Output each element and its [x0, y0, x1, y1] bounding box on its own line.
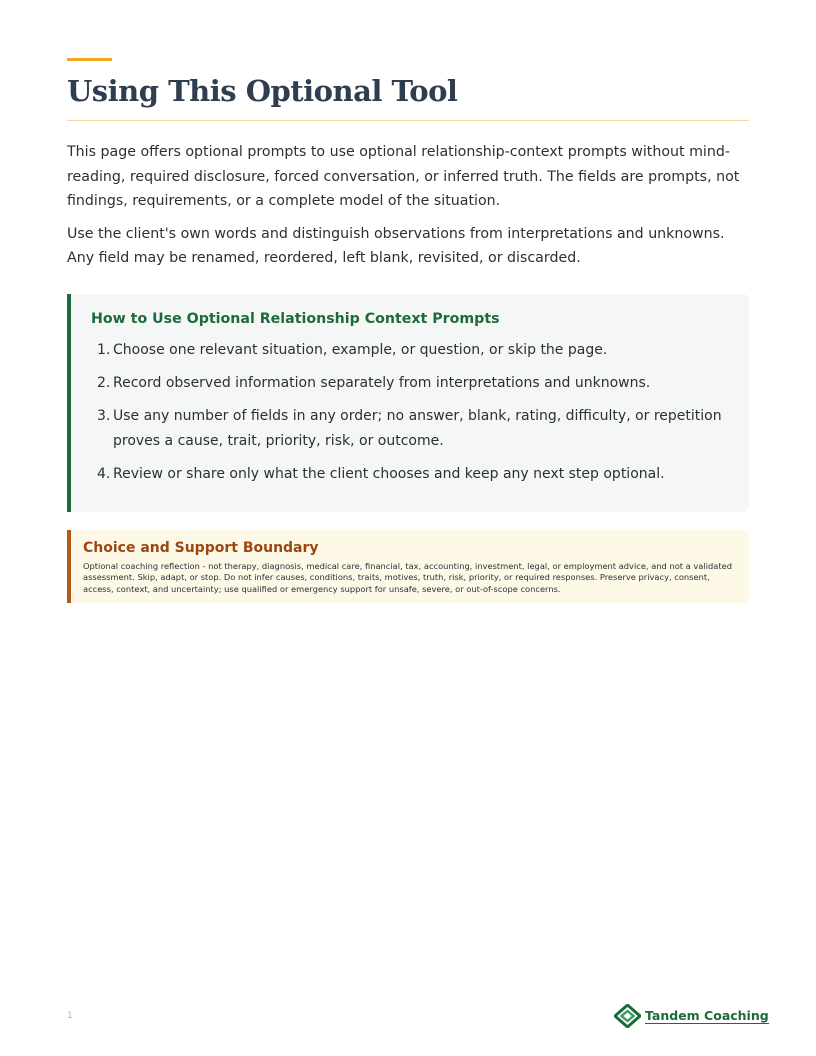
step-item: [97, 338, 733, 363]
step-text: Review or share only what the client chooses and keep any next step optional.: [113, 465, 665, 482]
how-to-callout: [67, 294, 749, 512]
boundary-heading: Choice and Support Boundary: [83, 540, 319, 556]
step-item: [97, 462, 733, 487]
step-number: 1.: [97, 342, 111, 358]
title-divider: [67, 120, 749, 121]
page-title: Using This Optional Tool: [67, 74, 458, 108]
step-text: Choose one relevant situation, example, or question, or skip the page.: [113, 342, 608, 358]
page-number: 1: [67, 1011, 73, 1021]
footer-logo: [614, 1004, 769, 1028]
step-number: 4.: [97, 465, 111, 482]
intro-paragraph: This page offers optional prompts to use optional relationship-context prompts without mind-reading, required disclosure, forced conversation, or inferred truth. The fields are prompts, not findings, requirements, or a complete model of the situation.: [67, 144, 740, 209]
step-number: 2.: [97, 375, 111, 391]
title-accent-bar: [67, 58, 112, 61]
diamond-logo-icon: [614, 1004, 641, 1028]
intro-paragraph: Use the client's own words and distinguish observations from interpretations and unknowns. Any field may be renamed, reordered, left blank, revisited, or discarded.: [67, 225, 725, 266]
how-to-steps: [97, 338, 733, 495]
intro-section: [67, 140, 747, 279]
step-item: [97, 371, 733, 396]
step-number: 3.: [97, 408, 111, 424]
brand-name: Tandem Coaching: [645, 1007, 769, 1023]
step-text: Use any number of fields in any order; no answer, blank, rating, difficulty, or repetition proves a cause, trait, priority, risk, or outcome.: [113, 408, 722, 449]
how-to-heading: How to Use Optional Relationship Context Prompts: [91, 311, 500, 327]
boundary-callout: [67, 530, 749, 603]
step-text: Record observed information separately from interpretations and unknowns.: [113, 375, 651, 391]
boundary-text: Optional coaching reflection - not therapy, diagnosis, medical care, financial, tax, accounting, investment, legal, or employment advice, and not a validated assessment. Skip, adapt, or stop. Do not infer causes, conditions, traits, motives, truth, risk, priority, or required responses. Preserve privacy, consent, access, context, and uncertainty; use qualified or emergency support for unsafe, severe, or out-of-scope concerns.: [83, 561, 732, 594]
step-item: [97, 404, 733, 453]
